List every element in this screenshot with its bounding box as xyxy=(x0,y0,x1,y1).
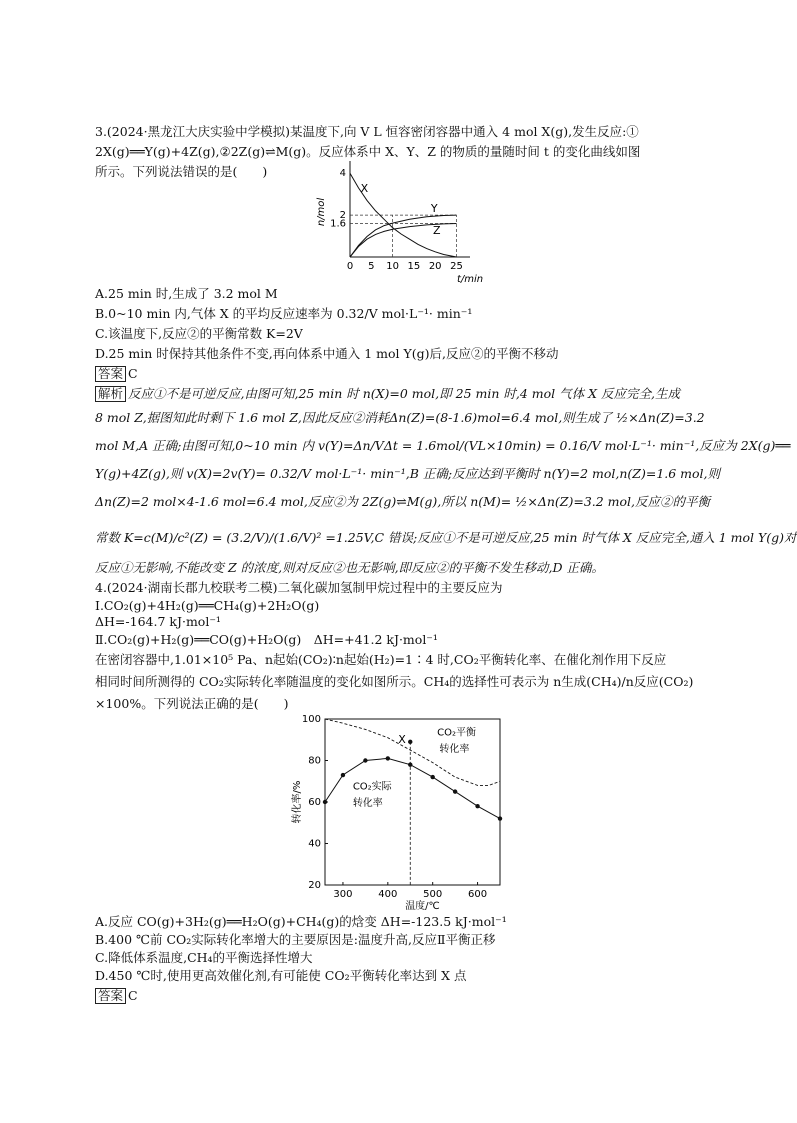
q4-stem-line-1: 4.(2024·湖南长郡九校联考二模)二氧化碳加氢制甲烷过程中的主要反应为 xyxy=(95,580,503,595)
x-tick-label: 5 xyxy=(368,261,375,272)
x-tick-label: 400 xyxy=(378,889,398,900)
annotation-actual-1: CO₂实际 xyxy=(352,781,392,793)
data-point xyxy=(475,804,479,808)
data-point xyxy=(498,816,502,820)
q4-answer xyxy=(95,988,138,1004)
q3-explanation-line-5: Δn(Z)=2 mol×4-1.6 mol=6.4 mol,反应②为 2Z(g)⇌M(g),所以 n(M)= ½×Δn(Z)=3.2 mol,反应②的平衡 xyxy=(95,494,711,509)
q4-option-b: B.400 ℃前 CO₂实际转化率增大的主要原因是:温度升高,反应Ⅱ平衡正移 xyxy=(95,932,496,947)
series-label-x: X xyxy=(360,182,369,196)
q4-stem-line-3: 相同时间所测得的 CO₂实际转化率随温度的变化如图所示。CH₄的选择性可表示为 n生成(CH₄)/n反应(CO₂) xyxy=(95,674,694,689)
x-axis-label: t/min xyxy=(457,274,484,285)
x-tick-label: 500 xyxy=(423,889,443,900)
q4-reaction-1: Ⅰ.CO₂(g)+4H₂(g)══CH₄(g)+2H₂O(g) xyxy=(95,598,320,613)
q3-option-d: D.25 min 时保持其他条件不变,再向体系中通入 1 mol Y(g)后,反应②的平衡不移动 xyxy=(95,346,559,361)
x-point xyxy=(408,740,412,744)
q4-stem-line-4: ×100%。下列说法正确的是( ) xyxy=(95,696,289,711)
answer-tag: 答案 xyxy=(95,988,126,1004)
q3-explanation-line-4: Y(g)+4Z(g),则 v(X)=2v(Y)= 0.32/V mol·L⁻¹· min⁻¹,B 正确;反应达到平衡时 n(Y)=2 mol,n(Z)=1.6 mol,则 xyxy=(95,466,721,481)
plot-frame xyxy=(325,719,500,885)
explanation-text: 反应①不是可逆反应,由图可知,25 min 时 n(X)=0 mol,即 25 min 时,4 mol 气体 X 反应完全,生成 xyxy=(128,386,680,401)
q4-option-d: D.450 ℃时,使用更高效催化剂,有可能使 CO₂平衡转化率达到 X 点 xyxy=(95,968,467,983)
y-tick-label: 20 xyxy=(308,880,321,891)
y-tick-label: 80 xyxy=(308,755,321,767)
y-tick-label: 4 xyxy=(339,168,346,180)
y-axis-label: n/mol xyxy=(316,197,327,227)
data-point xyxy=(323,800,327,804)
q3-option-c: C.该温度下,反应②的平衡常数 K=2V xyxy=(95,326,303,341)
q3-option-a: A.25 min 时,生成了 3.2 mol M xyxy=(95,286,278,301)
q3-explanation-line-2: 8 mol Z,据图知此时剩下 1.6 mol Z,因此反应②消耗Δn(Z)=(8-1.6)mol=6.4 mol,则生成了 ½×Δn(Z)=3.2 xyxy=(95,410,705,425)
series-label-z: Z xyxy=(433,223,441,237)
series-label-y: Y xyxy=(430,202,438,216)
q3-explanation-line-6: 常数 K=c(M)/c²(Z) = (3.2/V)/(1.6/V)² =1.25V,C 错误;反应①不是可逆反应,25 min 时气体 X 反应完全,通入 1 mol Y(g)对 xyxy=(95,530,797,545)
answer-tag: 答案 xyxy=(95,366,126,382)
annotation-equilibrium-1: CO₂平衡 xyxy=(437,727,477,739)
q4-chart xyxy=(290,710,510,910)
data-point xyxy=(453,789,457,793)
x-tick-label: 600 xyxy=(468,889,488,900)
q3-explanation-line-3: mol M,A 正确;由图可知,0~10 min 内 v(Y)=Δn/VΔt = 1.6mol/(VL×10min) = 0.16/V mol·L⁻¹· min⁻¹,反应为 2X(g)══ xyxy=(95,438,791,453)
series-line-actual xyxy=(325,758,500,818)
x-tick-label: 25 xyxy=(450,261,463,272)
y-axis-label: 转化率/% xyxy=(292,780,303,824)
answer-value: C xyxy=(128,366,138,381)
x-axis-label: 温度/℃ xyxy=(405,901,440,912)
q4-option-a: A.反应 CO(g)+3H₂(g)══H₂O(g)+CH₄(g)的焓变 ΔH=-123.5 kJ·mol⁻¹ xyxy=(95,914,507,929)
y-tick-label: 100 xyxy=(301,714,321,725)
annotation-actual-2: 转化率 xyxy=(352,798,383,810)
x-tick-label: 20 xyxy=(428,261,442,272)
x-tick-label: 15 xyxy=(407,261,421,272)
data-point xyxy=(386,756,390,760)
q3-stem-line-1: 3.(2024·黑龙江大庆实验中学模拟)某温度下,向 V L 恒容密闭容器中通入 4 mol X(g),发生反应:① xyxy=(95,124,639,139)
x-tick-label: 10 xyxy=(386,261,399,272)
q3-stem-line-2: 2X(g)══Y(g)+4Z(g),②2Z(g)⇌M(g)。反应体系中 X、Y、Z 的物质的量随时间 t 的变化曲线如图 xyxy=(95,144,641,159)
data-point xyxy=(341,773,345,777)
x-tick-label: 300 xyxy=(333,889,353,900)
answer-value: C xyxy=(128,988,138,1003)
y-tick-label: 1.6 xyxy=(330,218,346,230)
explanation-tag: 解析 xyxy=(95,386,126,402)
data-point xyxy=(363,758,367,762)
y-tick-label: 40 xyxy=(308,838,321,850)
x-point-label: X xyxy=(398,732,406,746)
q3-chart xyxy=(310,155,484,285)
x-tick-label: 0 xyxy=(346,261,354,272)
q4-option-c: C.降低体系温度,CH₄的平衡选择性增大 xyxy=(95,950,313,965)
q3-stem-line-3: 所示。下列说法错误的是( ) xyxy=(95,164,268,179)
q4-reaction-1-enthalpy: ΔH=-164.7 kJ·mol⁻¹ xyxy=(95,614,221,629)
y-tick-label: 60 xyxy=(308,797,321,808)
q3-option-b: B.0~10 min 内,气体 X 的平均反应速率为 0.32/V mol·L⁻¹· min⁻¹ xyxy=(95,306,473,321)
q3-answer xyxy=(95,366,138,382)
y-tick-label: 2 xyxy=(339,210,346,222)
q4-reaction-2: Ⅱ.CO₂(g)+H₂(g)══CO(g)+H₂O(g) ΔH=+41.2 kJ·mol⁻¹ xyxy=(95,632,438,647)
annotation-equilibrium-2: 转化率 xyxy=(439,744,470,756)
data-point xyxy=(430,775,434,779)
q4-stem-line-2: 在密闭容器中,1.01×10⁵ Pa、n起始(CO₂)∶n起始(H₂)=1∶4 时,CO₂平衡转化率、在催化剂作用下反应 xyxy=(95,652,667,667)
q3-explanation-line-7: 反应①无影响,不能改变 Z 的浓度,则对反应②也无影响,即反应②的平衡不发生移动,D 正确。 xyxy=(95,560,605,575)
q3-explanation-line-1 xyxy=(95,386,680,402)
